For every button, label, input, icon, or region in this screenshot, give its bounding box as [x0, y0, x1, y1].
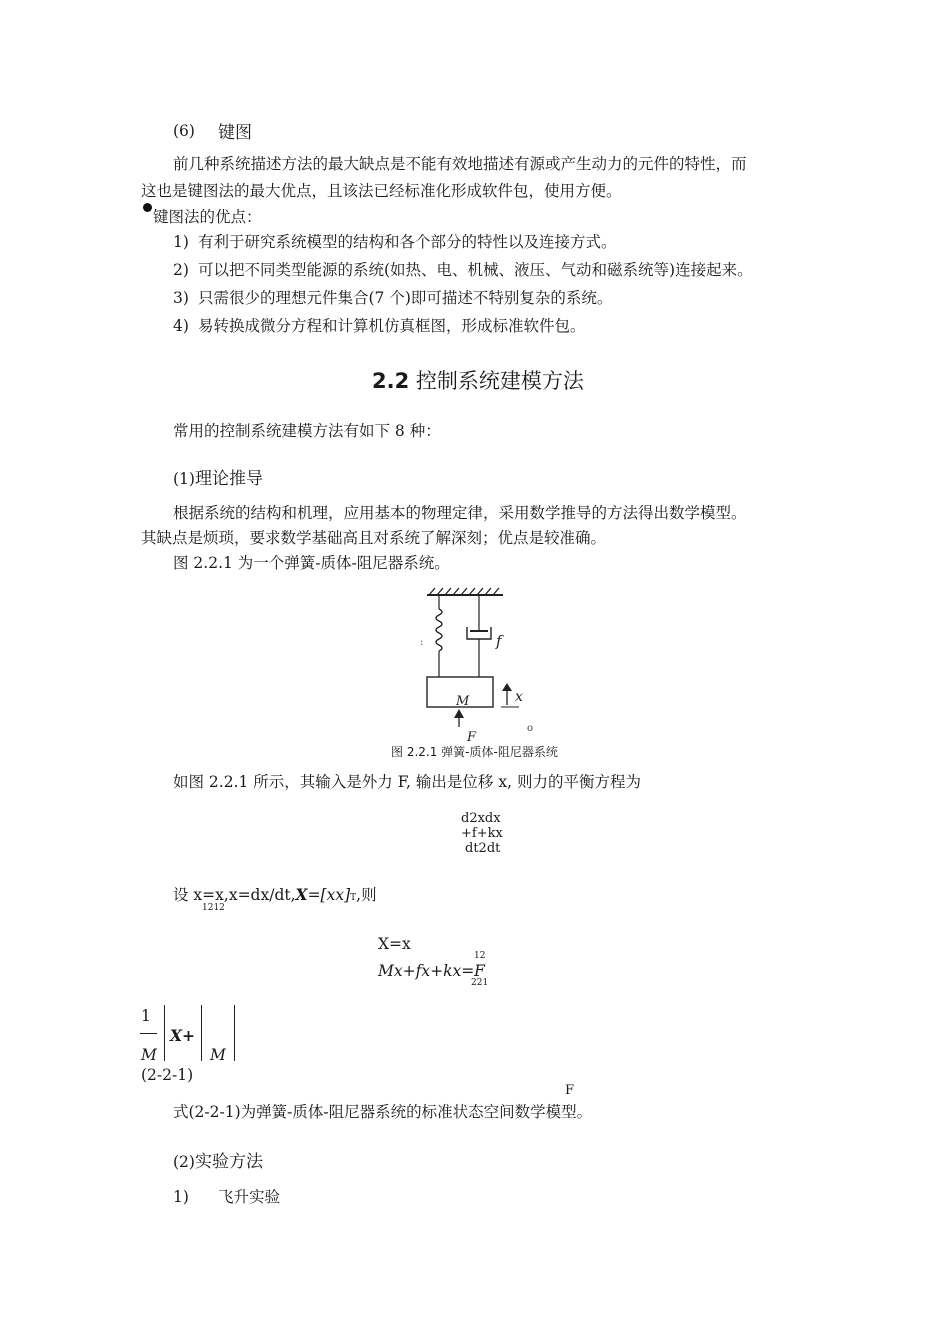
spring-tick-mark: : [420, 637, 424, 648]
method-1-para-1: 根据系统的结构和机理，应用基本的物理定律，采用数学推导的方法得出数学模型。 [173, 504, 747, 522]
advantage-4-number: 4) [173, 317, 189, 335]
section-2-2-heading [372, 365, 584, 395]
setvar-text-b: =[xx] [307, 886, 351, 904]
state-equation-1: X=x [378, 935, 411, 953]
method-2-heading [173, 1147, 263, 1172]
state-equation-2-subscripts: 221 [471, 978, 489, 988]
setvar-text-c: ,则 [356, 886, 377, 904]
balance-line-1: d2xdx [461, 811, 501, 826]
ceiling-hatch [429, 588, 499, 595]
advantage-4-text: 易转换成微分方程和计算机仿真框图，形成标准软件包。 [198, 317, 586, 335]
equation-intro: 如图 2.2.1 所示，其输入是外力 F, 输出是位移 x, 则力的平衡方程为 [173, 773, 641, 791]
matrix-denominator-m: M [210, 1046, 226, 1064]
step-1-number: 1) [173, 1188, 189, 1206]
spring-mass-damper-figure [415, 585, 545, 743]
matrix-fraction-denominator: M [141, 1046, 157, 1064]
matrix-bracket-left [164, 1005, 165, 1061]
advantage-2-text: 可以把不同类型能源的系统(如热、电、机械、液压、气动和磁系统等)连接起来。 [198, 261, 753, 279]
force-arrow-head [454, 709, 464, 718]
balance-line-2: +f+kx [461, 826, 503, 841]
method-1-number: (1) [173, 470, 195, 488]
advantages-label: 键图法的优点： [153, 208, 262, 226]
setvar-text-a: 设 x=x,x=dx/dt, [173, 886, 296, 904]
intro-line-1: 前几种系统描述方法的最大缺点是不能有效地描述有源或产生动力的元件的特性，而 [173, 155, 747, 173]
balance-line-3: dt2dt [465, 841, 501, 856]
x-arrow-head [502, 683, 512, 691]
damper-label: f [496, 632, 502, 650]
advantage-3-text: 只需很少的理想元件集合(7 个)即可描述不特别复杂的系统。 [198, 289, 613, 307]
corner-mark: o [527, 723, 534, 734]
heading-title: 控制系统建模方法 [415, 369, 584, 393]
advantage-1-number: 1) [173, 233, 189, 251]
method-2-title: 实验方法 [194, 1152, 263, 1172]
advantage-1-text: 有利于研究系统模型的结构和各个部分的特性以及连接方式。 [198, 233, 617, 251]
matrix-fraction-numerator: 1 [141, 1007, 151, 1025]
setvar-subscripts: 1212 [202, 903, 225, 913]
setvar-vector-x: X [295, 885, 308, 904]
section-6-title: 键图 [218, 123, 252, 143]
matrix-vector-x: X+ [170, 1026, 196, 1045]
equation-number: (2-2-1) [141, 1066, 194, 1084]
methods-intro: 常用的控制系统建模方法有如下 8 种： [173, 422, 441, 440]
method-2-number: (2) [173, 1153, 195, 1171]
force-label: F [467, 730, 477, 743]
setvar-transpose: T [350, 893, 357, 903]
mass-label: M [456, 694, 470, 709]
state-equation-2: Mx+fx+kx=F [378, 962, 485, 980]
step-1-text: 飞升实验 [218, 1188, 281, 1206]
figure-caption: 图 2.2.1 弹簧-质体-阻尼器系统 [391, 745, 558, 759]
figure-reference: 图 2.2.1 为一个弹簧-质体-阻尼器系统。 [173, 554, 450, 572]
intro-line-2: 这也是键图法的最大优点，且该法已经标准化形成软件包，使用方便。 [141, 182, 622, 200]
displacement-label: x [515, 689, 523, 705]
section-6-number: (6) [173, 122, 195, 140]
balance-equation [461, 811, 503, 856]
matrix-fraction-bar [140, 1033, 157, 1034]
method-1-para-2: 其缺点是烦琐，要求数学基础高且对系统了解深刻；优点是较准确。 [141, 529, 607, 547]
advantage-2-number: 2) [173, 261, 189, 279]
state-equation-1-subscripts: 12 [474, 951, 486, 961]
matrix-input-f: F [565, 1083, 575, 1098]
advantage-3-number: 3) [173, 289, 189, 307]
spring-coil [436, 609, 442, 651]
method-1-heading [173, 464, 263, 489]
method-1-title: 理论推导 [194, 469, 263, 489]
equation-description: 式(2-2-1)为弹簧-质体-阻尼器系统的标准状态空间数学模型。 [173, 1103, 593, 1121]
matrix-bracket-middle [201, 1005, 202, 1061]
heading-number: 2.2 [372, 369, 410, 393]
matrix-bracket-right [234, 1005, 235, 1061]
bullet-icon [143, 203, 152, 212]
